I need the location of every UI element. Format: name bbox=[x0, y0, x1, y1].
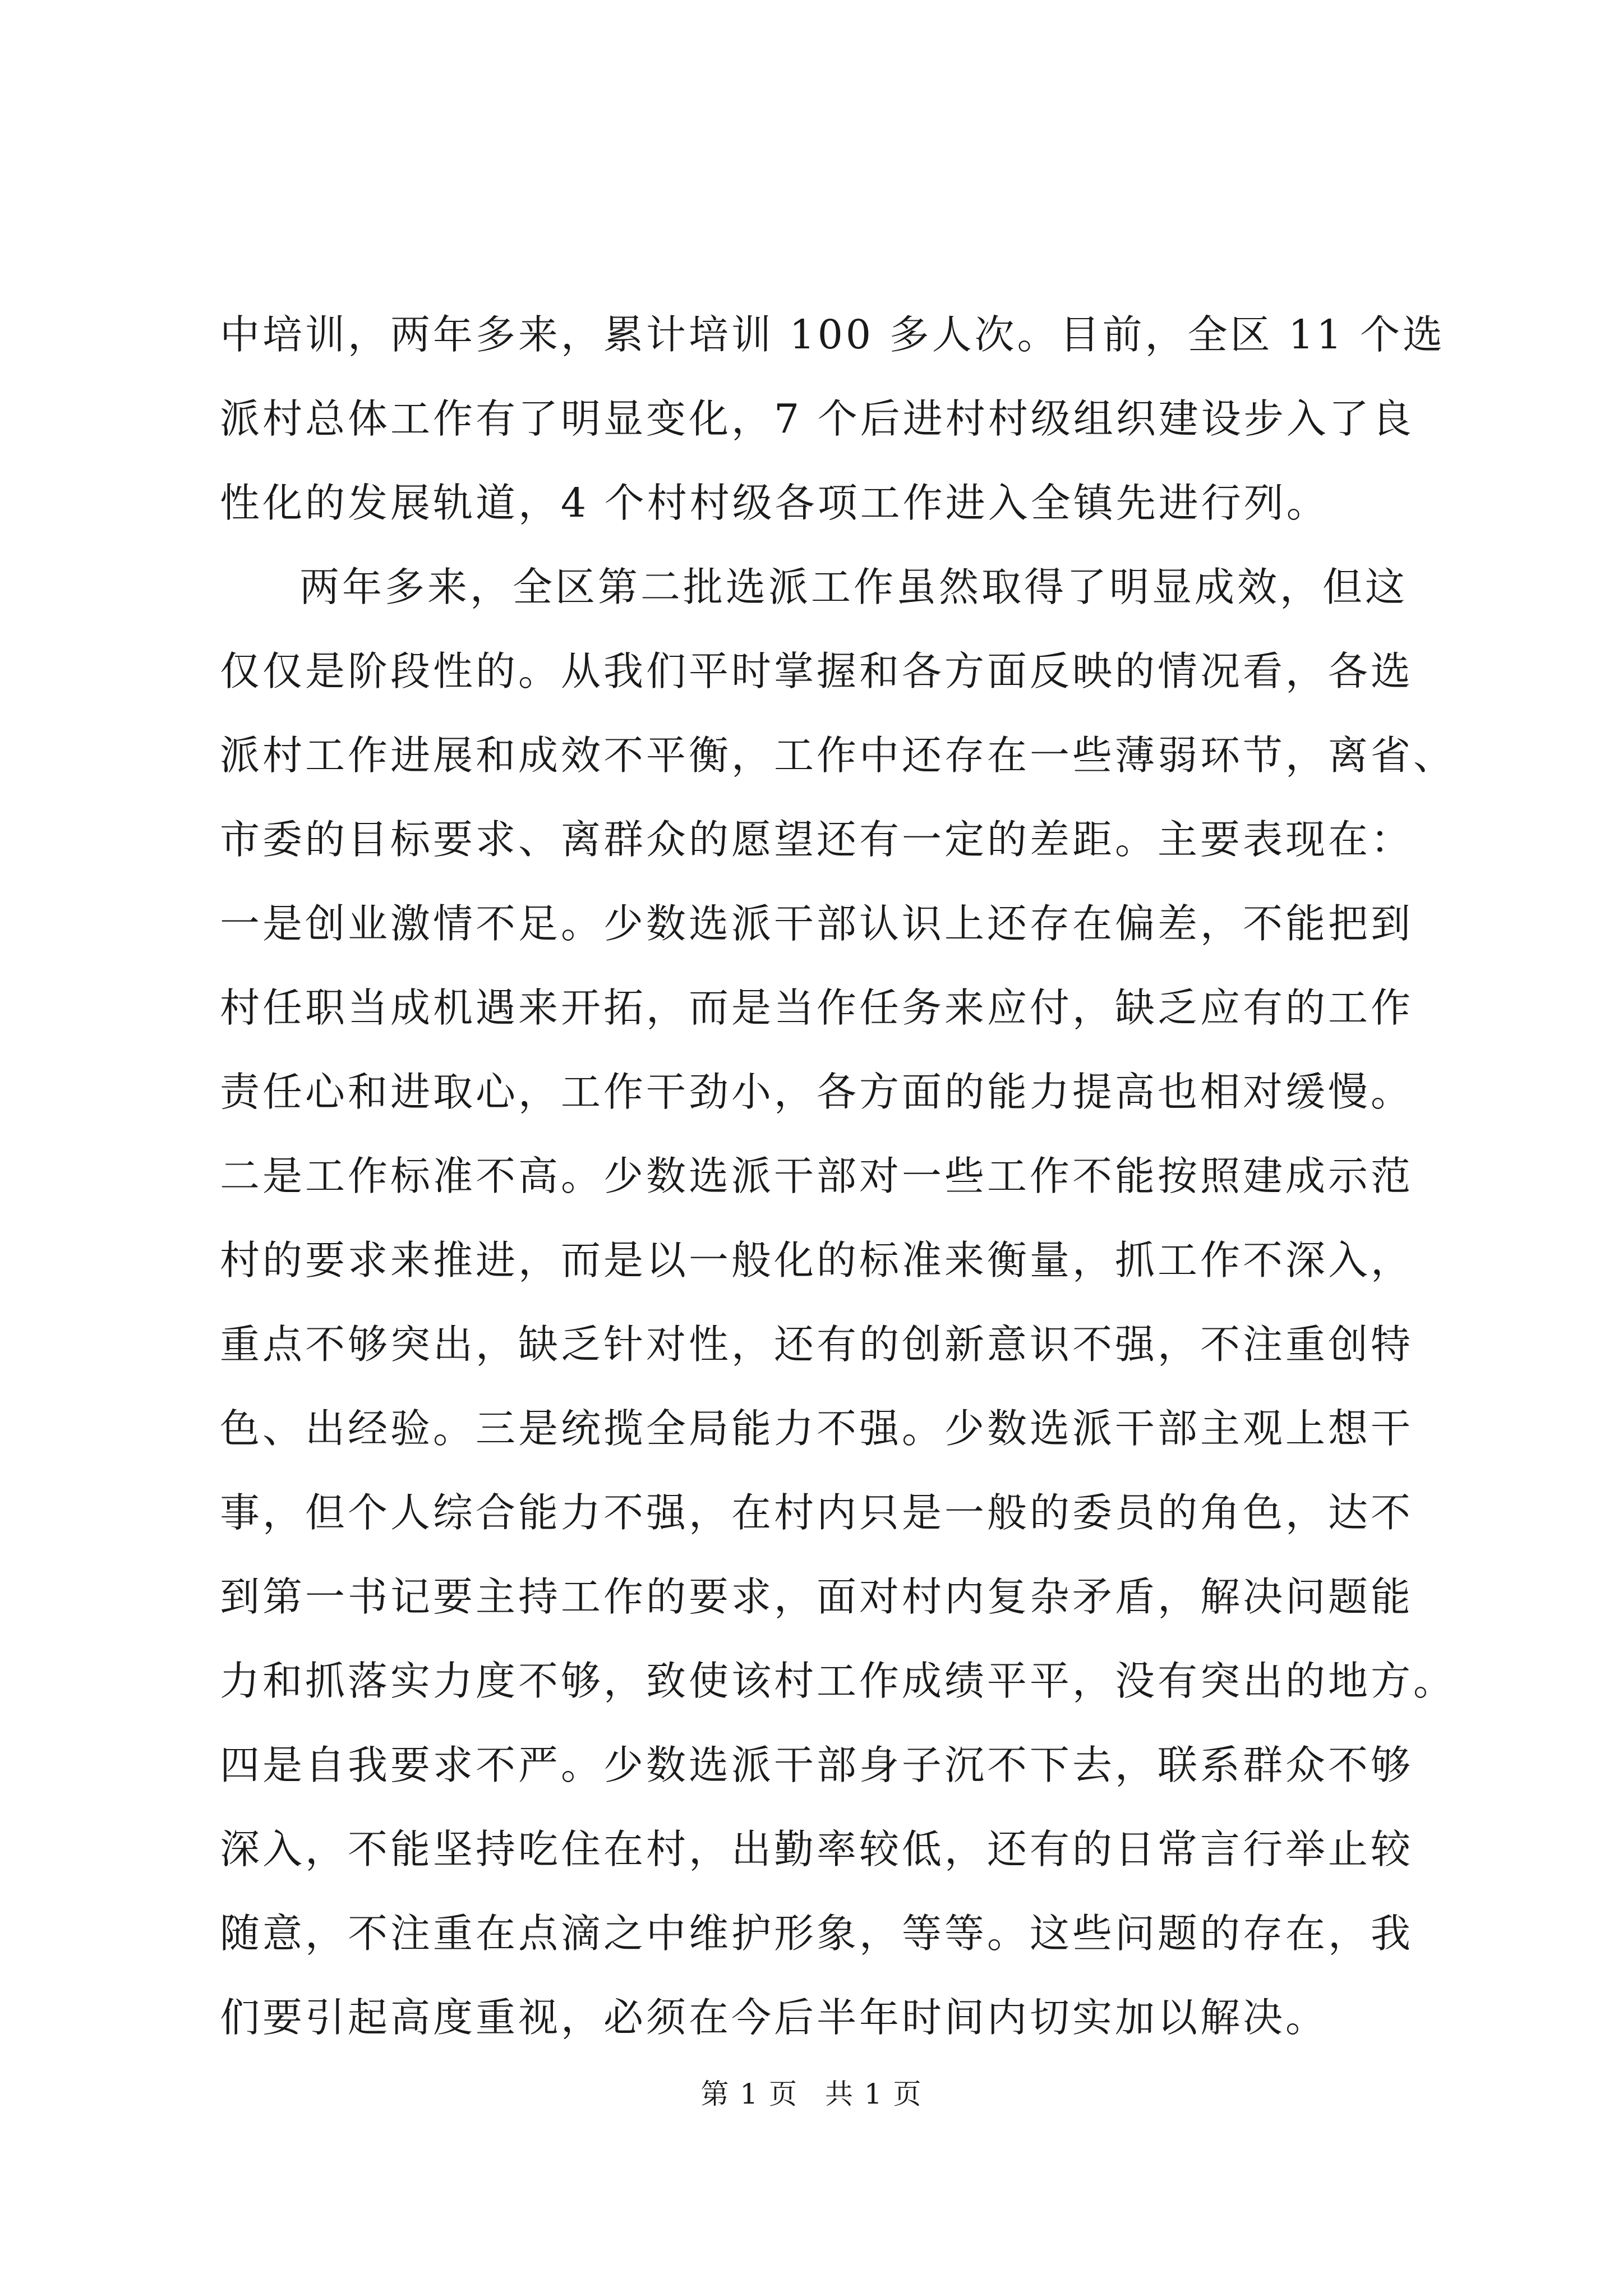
text-line: 一是创业激情不足。少数选派干部认识上还存在偏差，不能把到 bbox=[220, 900, 1414, 947]
text-line: 派村总体工作有了明显变化，7 个后进村村级组织建设步入了良 bbox=[220, 395, 1414, 442]
text-line: 随意，不注重在点滴之中维护形象，等等。这些问题的存在，我 bbox=[220, 1910, 1414, 1957]
text-line: 仅仅是阶段性的。从我们平时掌握和各方面反映的情况看，各选 bbox=[220, 648, 1414, 694]
page-number: 第 1 页 bbox=[700, 2078, 799, 2110]
text-line: 力和抓落实力度不够，致使该村工作成绩平平，没有突出的地方。 bbox=[220, 1658, 1456, 1704]
paragraph-start-line: 两年多来，全区第二批选派工作虽然取得了明显成效，但这 bbox=[299, 564, 1408, 610]
text-line: 四是自我要求不严。少数选派干部身子沉不下去，联系群众不够 bbox=[220, 1742, 1414, 1788]
text-line: 派村工作进展和成效不平衡，工作中还存在一些薄弱环节，离省、 bbox=[220, 732, 1456, 779]
text-line: 中培训，两年多来，累计培训 100 多人次。目前，全区 11 个选 bbox=[220, 311, 1446, 358]
text-line: 事，但个人综合能力不强，在村内只是一般的委员的角色，达不 bbox=[220, 1489, 1414, 1536]
text-line: 村的要求来推进，而是以一般化的标准来衡量，抓工作不深入， bbox=[220, 1237, 1414, 1283]
page-footer bbox=[0, 2074, 1623, 2114]
text-line: 们要引起高度重视，必须在今后半年时间内切实加以解决。 bbox=[220, 1994, 1329, 2041]
text-line: 到第一书记要主持工作的要求，面对村内复杂矛盾，解决问题能 bbox=[220, 1573, 1414, 1620]
text-line: 责任心和进取心，工作干劲小，各方面的能力提高也相对缓慢。 bbox=[220, 1069, 1414, 1115]
text-line: 市委的目标要求、离群众的愿望还有一定的差距。主要表现在： bbox=[220, 816, 1414, 863]
page-total: 共 1 页 bbox=[824, 2078, 923, 2110]
text-line: 色、出经验。三是统揽全局能力不强。少数选派干部主观上想干 bbox=[220, 1405, 1414, 1452]
text-line: 村任职当成机遇来开拓，而是当作任务来应付，缺乏应有的工作 bbox=[220, 984, 1414, 1031]
body-text bbox=[220, 293, 1456, 2060]
text-line: 性化的发展轨道，4 个村村级各项工作进入全镇先进行列。 bbox=[220, 480, 1329, 526]
text-line: 深入，不能坚持吃住在村，出勤率较低，还有的日常言行举止较 bbox=[220, 1826, 1414, 1872]
text-line: 重点不够突出，缺乏针对性，还有的创新意识不强，不注重创特 bbox=[220, 1321, 1414, 1368]
text-line: 二是工作标准不高。少数选派干部对一些工作不能按照建成示范 bbox=[220, 1153, 1414, 1199]
